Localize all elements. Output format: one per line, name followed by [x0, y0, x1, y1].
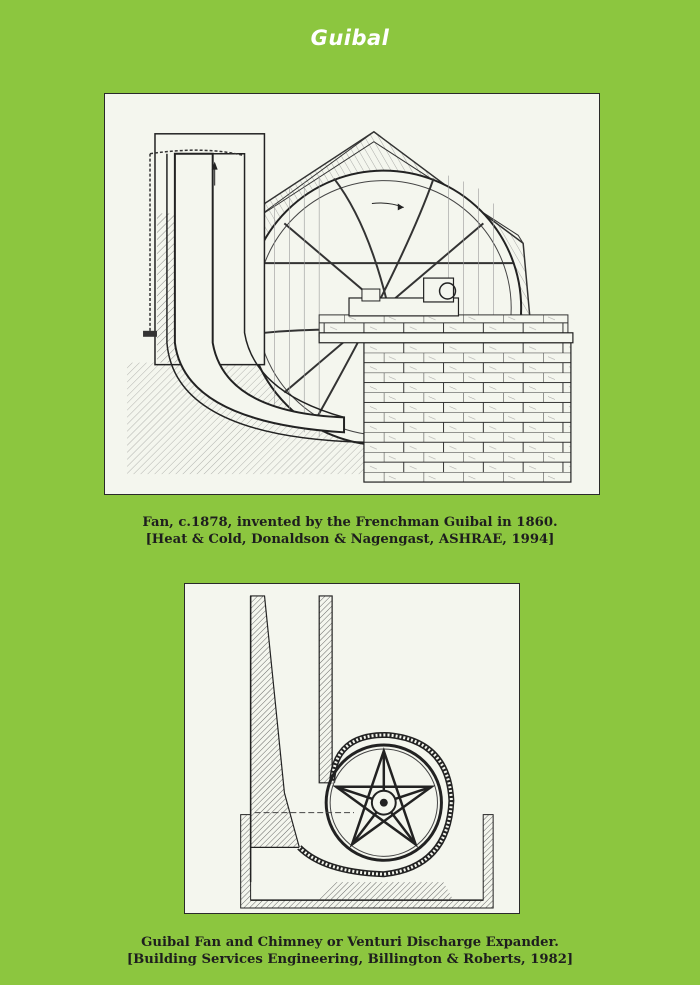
figure-1-caption-line-2: [Heat & Cold, Donaldson & Nagengast, ASHRAE, 1994] — [145, 532, 555, 547]
figure-2-caption — [0, 934, 700, 968]
page-title: Guibal — [310, 26, 390, 50]
fan-chimney-diagram — [184, 583, 520, 914]
fan-engraving-illustration — [104, 93, 600, 495]
figure-2-caption-line-2: [Building Services Engineering, Billington & Roberts, 1982] — [126, 952, 574, 967]
figure-2-caption-line-1: Guibal Fan and Chimney or Venturi Discharge Expander. — [141, 935, 559, 950]
figure-1-caption-line-1: Fan, c.1878, invented by the Frenchman Guibal in 1860. — [142, 515, 558, 530]
figure-1-caption — [0, 514, 700, 548]
